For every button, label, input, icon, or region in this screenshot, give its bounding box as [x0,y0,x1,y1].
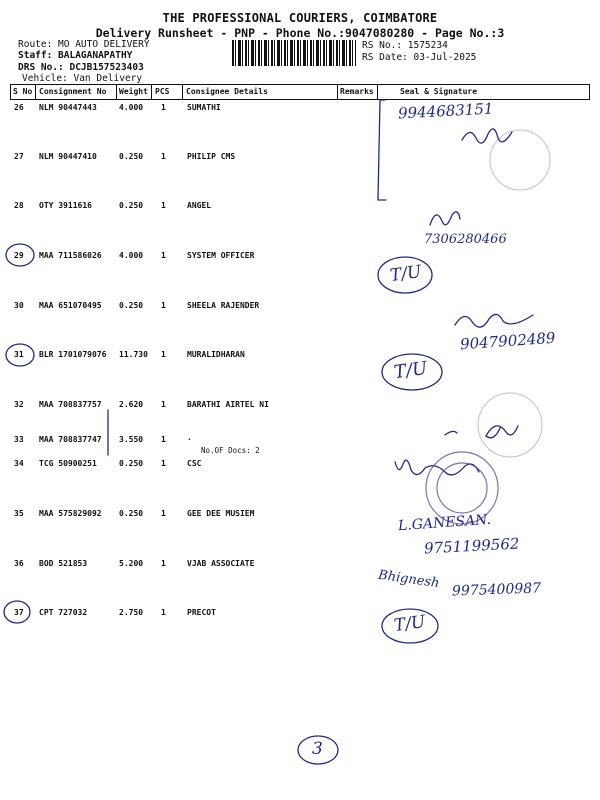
row-sno: 33 [14,435,24,444]
row-pcs: 1 [161,435,166,444]
row-consignee: GEE DEE MUSIEM [187,509,255,518]
row-consignment: BLR 1701079076 [39,350,107,359]
row-weight: 0.250 [119,201,144,210]
row-pcs: 1 [161,459,166,468]
circle-mark [6,344,34,366]
column-header-consignment: Consignment No [39,87,107,96]
row-weight: 2.750 [119,608,144,617]
handwritten-phone: 7306280466 [424,232,507,247]
row-sno: 36 [14,559,24,568]
vehicle-label: Vehicle: Van Delivery [22,73,143,84]
row-pcs: 1 [161,559,166,568]
row-pcs: 1 [161,400,166,409]
row-consignment: OTY 3911616 [39,201,92,210]
faint-stamp [478,130,550,457]
signature-scribble [430,212,460,225]
row-sno: 28 [14,201,24,210]
row-consignment: CPT 727032 [39,608,88,617]
row-consignee: ANGEL [187,201,212,210]
circle-mark [4,601,30,623]
row-consignee: CSC [187,459,202,468]
row-pcs: 1 [161,251,166,260]
column-header-consignee: Consignee Details [186,87,268,96]
column-header-weight: Weight [119,87,148,96]
row-consignment: MAA 708837757 [39,400,102,409]
rs-date: RS Date: 03-Jul-2025 [362,52,477,63]
column-header-sno: S No [13,87,33,96]
row-weight: 4.000 [119,103,144,112]
row-consignment: MAA 575829092 [39,509,102,518]
row-consignment: MAA 708837747 [39,435,102,444]
row-weight: 0.250 [119,459,144,468]
drs-number: DRS No.: DCJB157523403 [18,62,144,73]
row-consignee: PHILIP CMS [187,152,236,161]
row-weight: 3.550 [119,435,144,444]
row-consignee: SUMATHI [187,103,221,112]
signature-scribble [462,129,512,143]
row-weight: 11.730 [119,350,148,359]
company-title: THE PROFESSIONAL COURIERS, COIMBATORE [162,11,438,25]
row-sno: 29 [14,251,24,260]
row-consignment: MAA 651070495 [39,301,102,310]
row-sno: 34 [14,459,24,468]
handwritten-phone: 9751199562 [423,534,520,558]
row-sno: 35 [14,509,24,518]
row-sno: 30 [14,301,24,310]
row-weight: 2.620 [119,400,144,409]
column-header-pcs: PCS [155,87,170,96]
row-weight: 0.250 [119,509,144,518]
staff-label: Staff: BALAGANAPATHY [18,50,133,61]
route-label: Route: MO AUTO DELIVERY [18,39,150,50]
tu-mark: T/U [392,611,427,637]
row-sno: 37 [14,608,24,617]
rs-number: RS No.: 1575234 [362,40,448,51]
row-weight: 4.000 [119,251,144,260]
row-pcs: 1 [161,301,166,310]
tu-mark: T/U [388,261,423,287]
column-header-seal: Seal & Signature [400,87,478,96]
signature-scribble [445,426,518,438]
row-pcs: 1 [161,201,166,210]
handwritten-phone: 9975400987 [451,580,542,600]
row-pcs: 1 [161,103,166,112]
row-pcs: 1 [161,350,166,359]
row-consignee: BARATHI AIRTEL NI [187,400,269,409]
column-header-remarks: Remarks [340,87,374,96]
row-pcs: 1 [161,152,166,161]
row-consignee: SYSTEM OFFICER [187,251,255,260]
handwritten-phone: 9047902489 [459,328,556,354]
row-weight: 0.250 [119,152,144,161]
row-consignment: NLM 90447443 [39,103,97,112]
bracket-mark [378,100,386,200]
row-sno: 27 [14,152,24,161]
row-consignment: MAA 711586026 [39,251,102,260]
row-pcs: 1 [161,509,166,518]
row-sno: 26 [14,103,24,112]
row-consignee: PRECOT [187,608,216,617]
row-weight: 5.200 [119,559,144,568]
page-number-mark: 3 [312,739,323,759]
circle-mark [6,244,34,266]
row-consignment: BOD 521853 [39,559,88,568]
handwritten-name: Bhignesh [377,567,441,592]
row-consignee: MURALIDHARAN [187,350,245,359]
row-consignee: VJAB ASSOCIATE [187,559,255,568]
row-weight: 0.250 [119,301,144,310]
runsheet-subtitle: Delivery Runsheet - PNP - Phone No.:9047080280 - Page No.:3 [95,26,505,40]
signature-scribble [455,314,533,327]
row-sno: 31 [14,350,24,359]
tu-mark: T/U [392,357,429,384]
row-consignee: . [187,433,192,442]
row-sno: 32 [14,400,24,409]
handwritten-phone: 9944683151 [397,99,494,123]
row-consignee: SHEELA RAJENDER [187,301,260,310]
docs-count-note: No.OF Docs: 2 [201,446,260,455]
handwritten-name: L.GANESAN. [397,511,492,535]
row-consignment: TCG 50900251 [39,459,97,468]
row-consignment: NLM 90447410 [39,152,97,161]
row-pcs: 1 [161,608,166,617]
